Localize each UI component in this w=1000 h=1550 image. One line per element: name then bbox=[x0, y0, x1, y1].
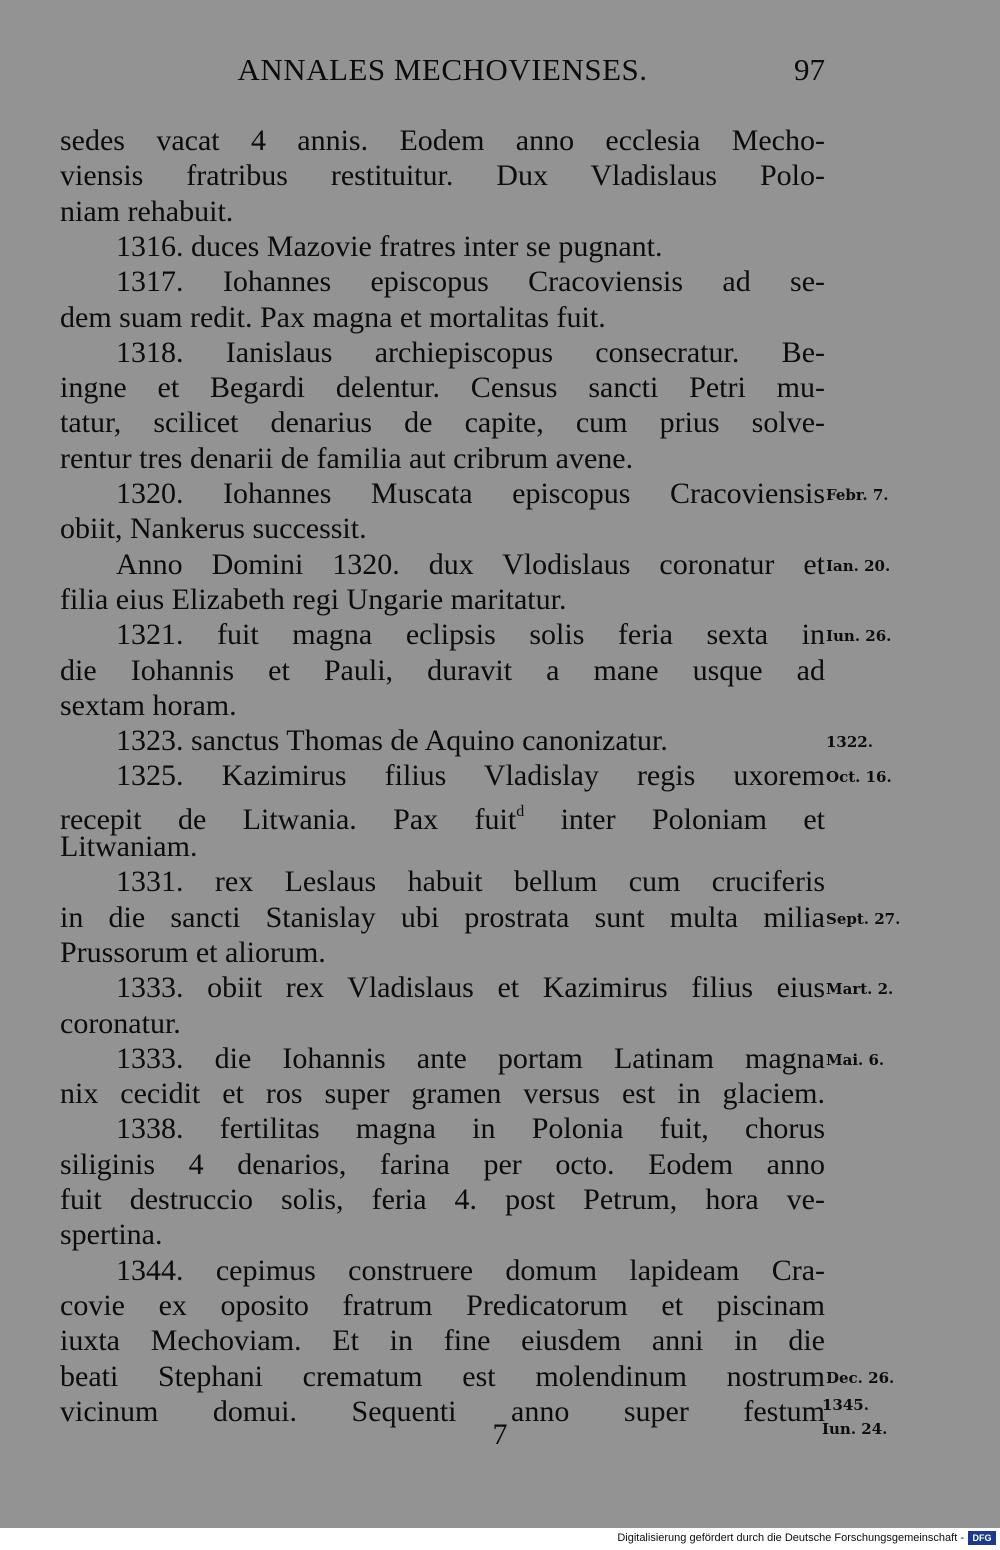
text-line bbox=[60, 1077, 825, 1111]
text-line bbox=[60, 1112, 825, 1146]
margin-note: Febr. 7. bbox=[826, 486, 889, 504]
text-line-content: 1331. rex Leslaus habuit bellum cum cruciferis bbox=[116, 865, 825, 899]
text-line-content: sextam horam. bbox=[60, 688, 237, 722]
page-header bbox=[60, 52, 825, 92]
dfg-logo: DFG bbox=[968, 1531, 996, 1545]
text-line-content: niam rehabuit. bbox=[60, 194, 234, 228]
text-line-content: Prussorum et aliorum. bbox=[60, 935, 326, 969]
text-line-content: 1320. Iohannes Muscata episcopus Cracoviensis bbox=[116, 477, 825, 510]
footer-credit: Digitalisierung gefördert durch die Deutsche Forschungsgemeinschaft - bbox=[617, 1532, 964, 1544]
signature-mark: 7 bbox=[492, 1418, 508, 1451]
text-line bbox=[60, 583, 825, 617]
text-line-content: viensis fratribus restituitur. Dux Vladislaus Polo- bbox=[60, 159, 825, 193]
text-line-content: 1317. Iohannes episcopus Cracoviensis ad se- bbox=[116, 265, 825, 299]
text-line-content: obiit, Nankerus successit. bbox=[60, 512, 367, 546]
text-line bbox=[60, 442, 825, 476]
text-line bbox=[60, 759, 825, 793]
text-line-content: dem suam redit. Pax magna et mortalitas fuit. bbox=[60, 300, 606, 334]
text-line bbox=[60, 406, 825, 440]
text-line-content: 1333. die Iohannis ante portam Latinam magna bbox=[116, 1041, 825, 1075]
text-line bbox=[60, 477, 825, 511]
text-line bbox=[60, 689, 825, 723]
text-line-content: 1325. Kazimirus filius Vladislay regis uxorem bbox=[116, 759, 825, 793]
text-line-continuation: inter Poloniam et bbox=[524, 802, 825, 836]
text-line-content: siliginis 4 denarios, farina per octo. Eodem anno bbox=[60, 1147, 825, 1181]
margin-note: Iun. 24. bbox=[822, 1419, 888, 1438]
margin-note: Iun. 26. bbox=[826, 627, 892, 646]
text-line bbox=[60, 1289, 825, 1323]
margin-note: Ian. 20. bbox=[826, 556, 891, 575]
text-line-content: Anno Domini 1320. dux Vlodislaus coronatur et bbox=[116, 547, 825, 581]
text-line-content: coronatur. bbox=[60, 1006, 181, 1040]
text-line bbox=[60, 830, 825, 864]
text-line bbox=[60, 1148, 825, 1182]
text-line bbox=[60, 971, 825, 1005]
text-line bbox=[60, 1324, 825, 1358]
text-line-content: 1323. sanctus Thomas de Aquino canonizatur. bbox=[116, 724, 668, 758]
margin-note: Mai. 6. bbox=[826, 1050, 885, 1069]
text-line bbox=[60, 654, 825, 688]
text-line bbox=[60, 1254, 825, 1288]
text-line bbox=[60, 724, 825, 758]
text-line-content: vicinum domui. Sequenti anno super festum bbox=[60, 1394, 825, 1428]
text-line bbox=[60, 1042, 825, 1076]
text-line-content: die Iohannis et Pauli, duravit a mane usque ad bbox=[60, 653, 825, 687]
text-line-content: recepit de Litwania. Pax fuit bbox=[60, 802, 517, 836]
margin-note: 1322. bbox=[826, 733, 873, 752]
margin-note: 1345. bbox=[822, 1395, 869, 1414]
text-line-content: covie ex oposito fratrum Predicatorum et piscinam bbox=[60, 1288, 825, 1322]
text-line bbox=[60, 1360, 825, 1394]
text-line-content: 1318. Ianislaus archiepiscopus consecratur. Be- bbox=[116, 335, 825, 369]
text-line-content: nix cecidit et ros super gramen versus est in glaciem. bbox=[60, 1077, 825, 1111]
text-line bbox=[60, 159, 825, 193]
text-line-content: 1344. cepimus construere domum lapideam Cra- bbox=[116, 1253, 825, 1287]
text-line-content: 1333. obiit rex Vladislaus et Kazimirus filius eius bbox=[116, 971, 825, 1005]
text-line-content: fuit destruccio solis, feria 4. post Petrum, hora ve- bbox=[60, 1183, 825, 1216]
text-line-content: rentur tres denarii de familia aut cribrum avene. bbox=[60, 441, 634, 475]
text-line-content: filia eius Elizabeth regi Ungarie maritatur. bbox=[60, 582, 567, 616]
text-line bbox=[60, 865, 825, 899]
text-line-content: sedes vacat 4 annis. Eodem anno ecclesia Mecho- bbox=[60, 124, 825, 157]
text-line-content: Litwaniam. bbox=[60, 830, 198, 863]
text-line bbox=[60, 265, 825, 299]
text-line-content: 1321. fuit magna eclipsis solis feria sexta in bbox=[116, 618, 825, 652]
text-line bbox=[60, 618, 825, 652]
text-line bbox=[60, 195, 825, 229]
text-line-content: 1316. duces Mazovie fratres inter se pugnant. bbox=[116, 229, 663, 263]
text-line bbox=[60, 1183, 825, 1217]
text-line-content: beati Stephani crematum est molendinum nostrum bbox=[60, 1359, 825, 1393]
running-title: ANNALES MECHOVIENSES. bbox=[237, 52, 648, 87]
text-line-content: tatur, scilicet denarius de capite, cum prius solve- bbox=[60, 406, 825, 440]
text-line-content: in die sancti Stanislay ubi prostrata sunt multa milia bbox=[60, 900, 825, 934]
text-line bbox=[60, 548, 825, 582]
text-line bbox=[60, 371, 825, 405]
text-line-content: 1338. fertilitas magna in Polonia fuit, chorus bbox=[116, 1112, 825, 1146]
margin-note: Oct. 16. bbox=[826, 768, 892, 787]
text-line-content: spertina. bbox=[60, 1218, 163, 1252]
text-line-content: iuxta Mechoviam. Et in fine eiusdem anni in die bbox=[60, 1324, 825, 1358]
text-line bbox=[60, 1007, 825, 1041]
text-line bbox=[60, 936, 825, 970]
margin-note: Mart. 2. bbox=[826, 980, 894, 999]
text-line bbox=[60, 901, 825, 935]
text-line bbox=[60, 512, 825, 546]
margin-note: Sept. 27. bbox=[826, 909, 901, 928]
text-line bbox=[60, 301, 825, 335]
text-line-content: ingne et Begardi delentur. Census sancti Petri mu- bbox=[60, 371, 825, 405]
text-line bbox=[60, 336, 825, 370]
margin-note: Dec. 26. bbox=[826, 1368, 895, 1387]
page-number: 97 bbox=[794, 52, 825, 87]
text-line bbox=[60, 124, 825, 158]
text-line bbox=[60, 230, 825, 264]
footnote-marker: d bbox=[516, 802, 525, 820]
text-line bbox=[60, 1218, 825, 1252]
